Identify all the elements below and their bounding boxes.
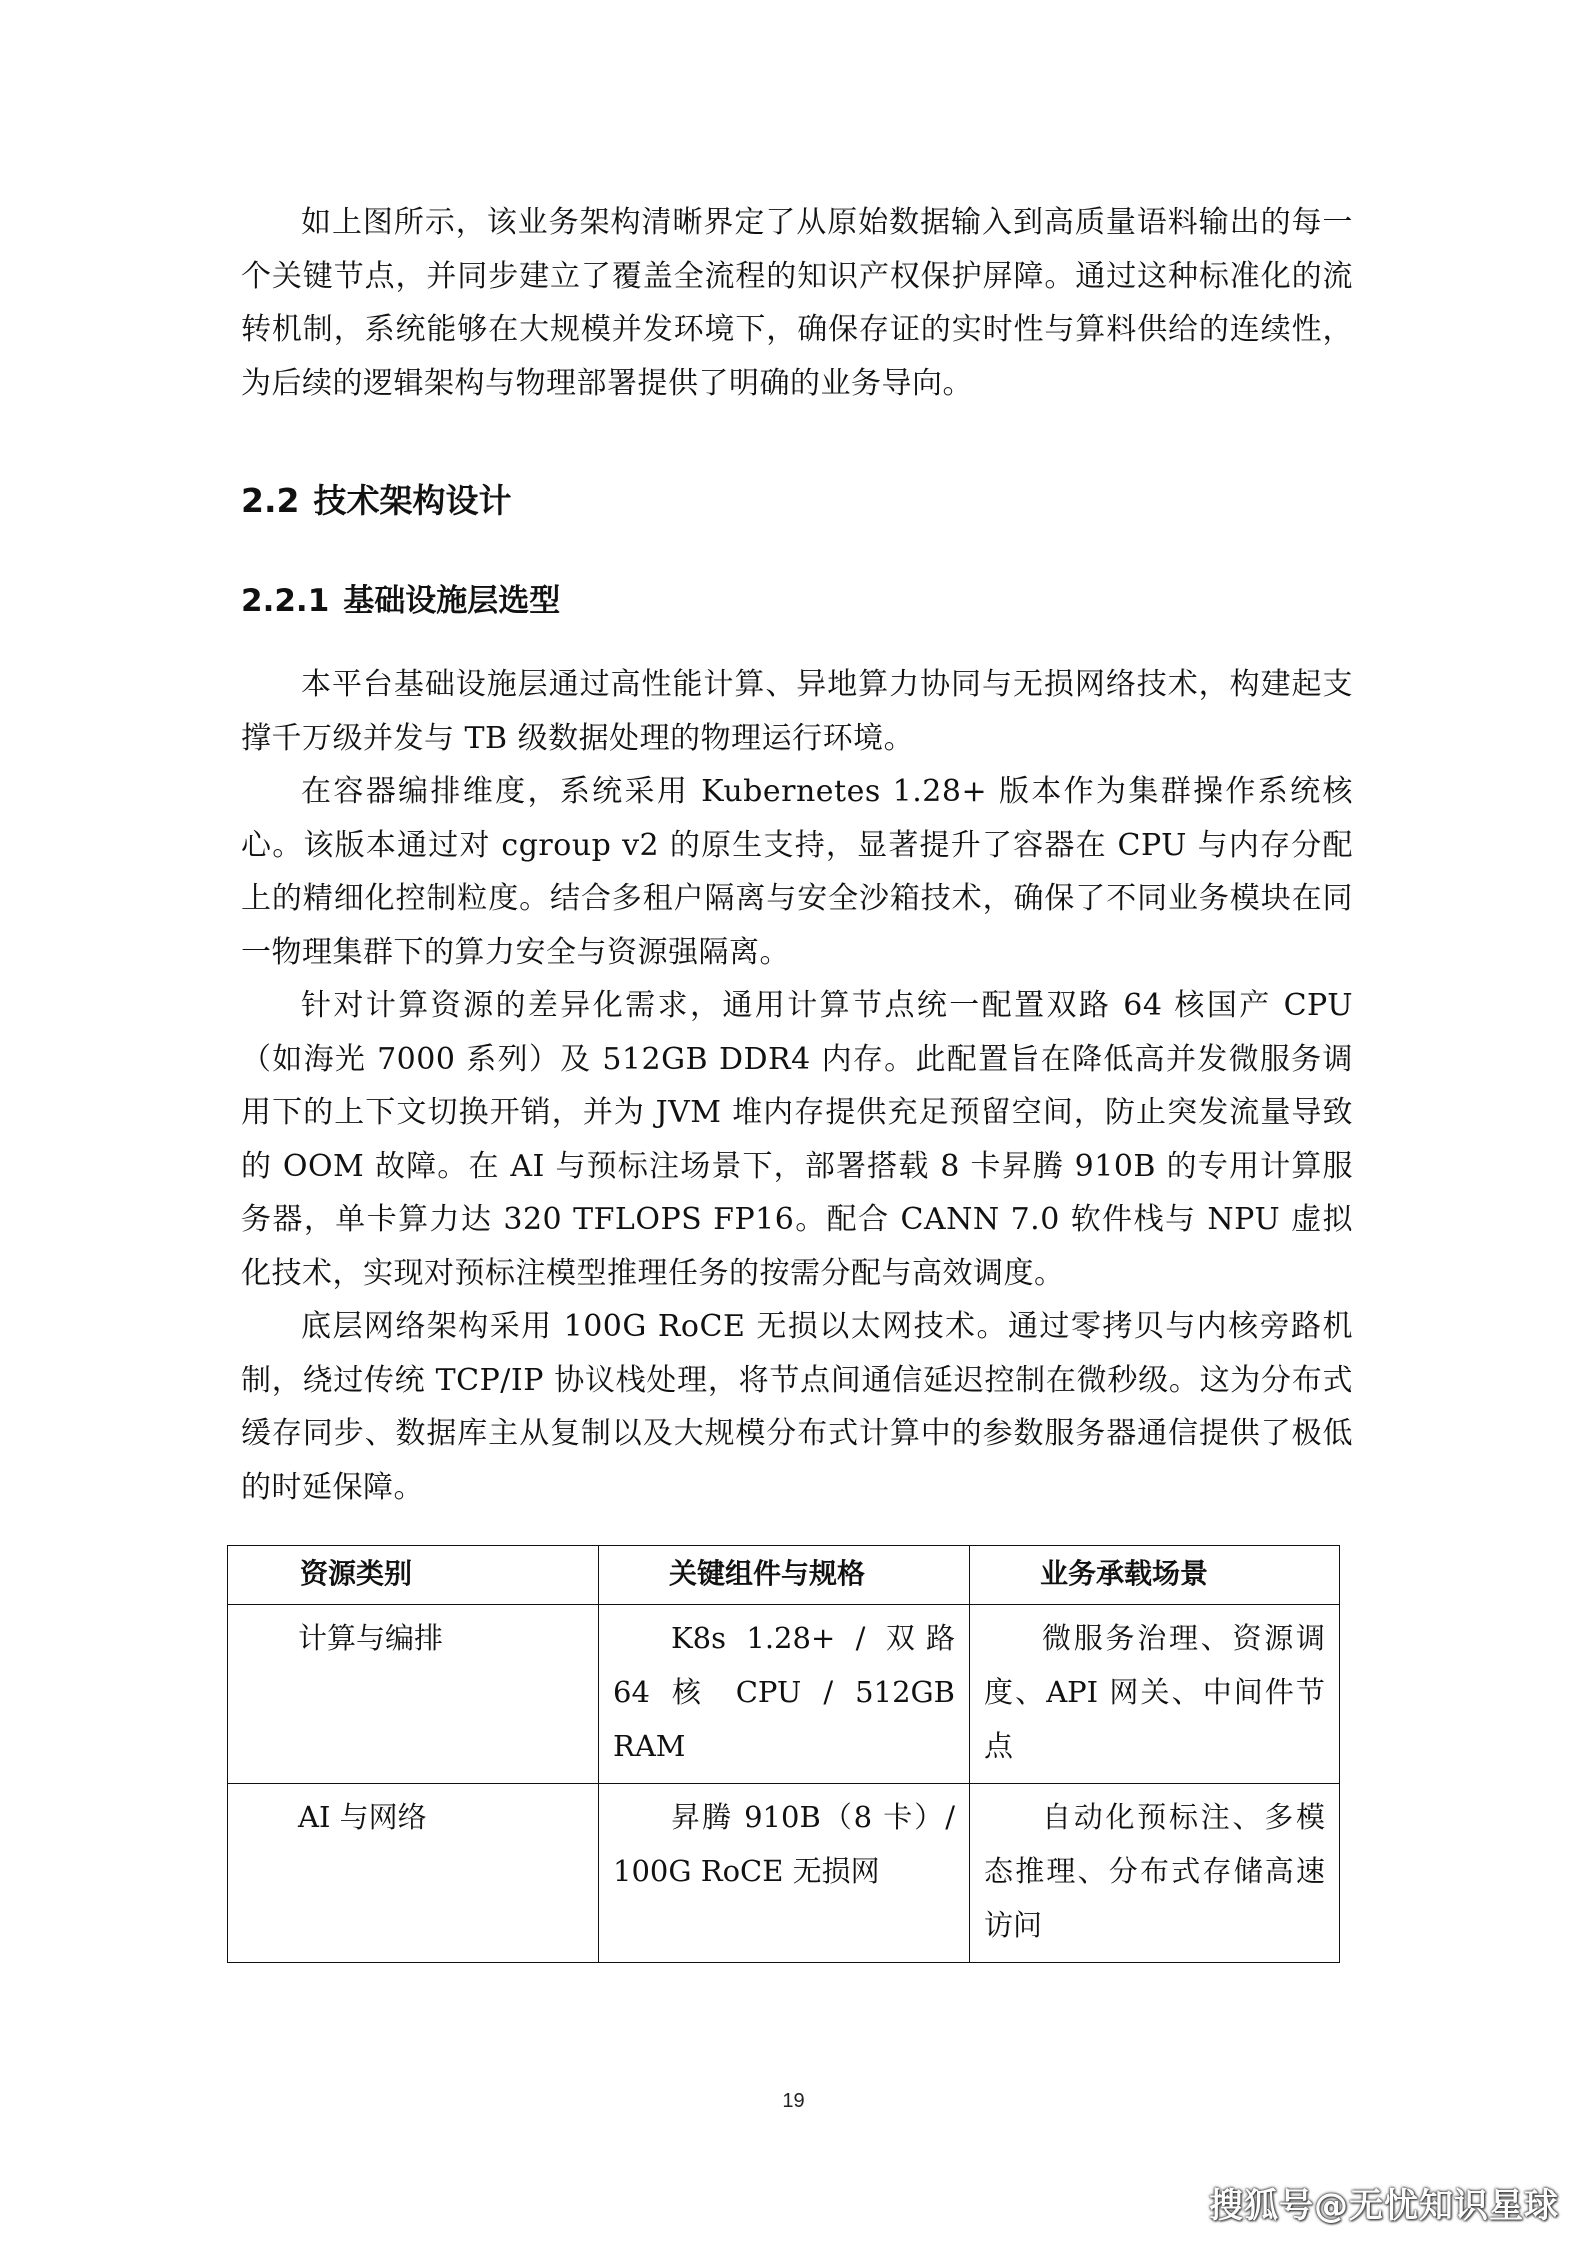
table-cell-scene: 微服务治理、资源调度、API 网关、中间件节点 [970, 1605, 1340, 1784]
table-cell-category: AI 与网络 [228, 1784, 599, 1963]
subsection-number: 2.2.1 [241, 583, 330, 619]
page-number: 19 [782, 2090, 805, 2112]
table-header-row [228, 1546, 1340, 1605]
table-cell-spec: 昇腾 910B（8 卡）/ 100G RoCE 无损网 [599, 1784, 970, 1963]
table-row [228, 1784, 1340, 1963]
section-number: 2.2 [241, 481, 300, 520]
body-paragraph: 在容器编排维度，系统采用 Kubernetes 1.28+ 版本作为集群操作系统核心。该版本通过对 cgroup v2 的原生支持，显著提升了容器在 CPU 与内存分配上的精细化控制粒度。结合多租户隔离与安全沙箱技术，确保了不同业务模块在同一物理集群下的算力安全与资源强隔离。 [241, 774, 1353, 970]
table-header-cell: 业务承载场景 [970, 1546, 1340, 1605]
table-header-cell: 关键组件与规格 [599, 1546, 970, 1605]
subsection-title: 基础设施层选型 [343, 583, 561, 619]
page-content [241, 196, 1353, 1514]
watermark: 搜狐号@无忧知识星球 [1209, 2186, 1559, 2226]
table-cell-spec: K8s 1.28+ / 双路 64 核 CPU / 512GB RAM [599, 1605, 970, 1784]
table-row [228, 1605, 1340, 1784]
intro-paragraph: 如上图所示，该业务架构清晰界定了从原始数据输入到高质量语料输出的每一个关键节点，并同步建立了覆盖全流程的知识产权保护屏障。通过这种标准化的流转机制，系统能够在大规模并发环境下，确保存证的实时性与算料供给的连续性，为后续的逻辑架构与物理部署提供了明确的业务导向。 [241, 205, 1353, 401]
section-heading [241, 476, 1353, 526]
table-cell-scene: 自动化预标注、多模态推理、分布式存储高速访问 [970, 1784, 1340, 1963]
body-paragraph: 底层网络架构采用 100G RoCE 无损以太网技术。通过零拷贝与内核旁路机制，绕过传统 TCP/IP 协议栈处理，将节点间通信延迟控制在微秒级。这为分布式缓存同步、数据库主从复制以及大规模分布式计算中的参数服务器通信提供了极低的时延保障。 [241, 1309, 1353, 1505]
subsection-heading [241, 578, 1353, 624]
resource-table [227, 1545, 1340, 1963]
body-paragraph: 针对计算资源的差异化需求，通用计算节点统一配置双路 64 核国产 CPU（如海光 7000 系列）及 512GB DDR4 内存。此配置旨在降低高并发微服务调用下的上下文切换开销，并为 JVM 堆内存提供充足预留空间，防止突发流量导致的 OOM 故障。在 AI 与预标注场景下，部署搭载 8 卡昇腾 910B 的专用计算服务器，单卡算力达 320 TFLOPS FP16。配合 CANN 7.0 软件栈与 NPU 虚拟化技术，实现对预标注模型推理任务的按需分配与高效调度。 [241, 988, 1353, 1291]
section-title: 技术架构设计 [313, 481, 512, 520]
table-header-cell: 资源类别 [228, 1546, 599, 1605]
table-cell-category: 计算与编排 [228, 1605, 599, 1784]
body-paragraph: 本平台基础设施层通过高性能计算、异地算力协同与无损网络技术，构建起支撑千万级并发与 TB 级数据处理的物理运行环境。 [241, 667, 1353, 756]
